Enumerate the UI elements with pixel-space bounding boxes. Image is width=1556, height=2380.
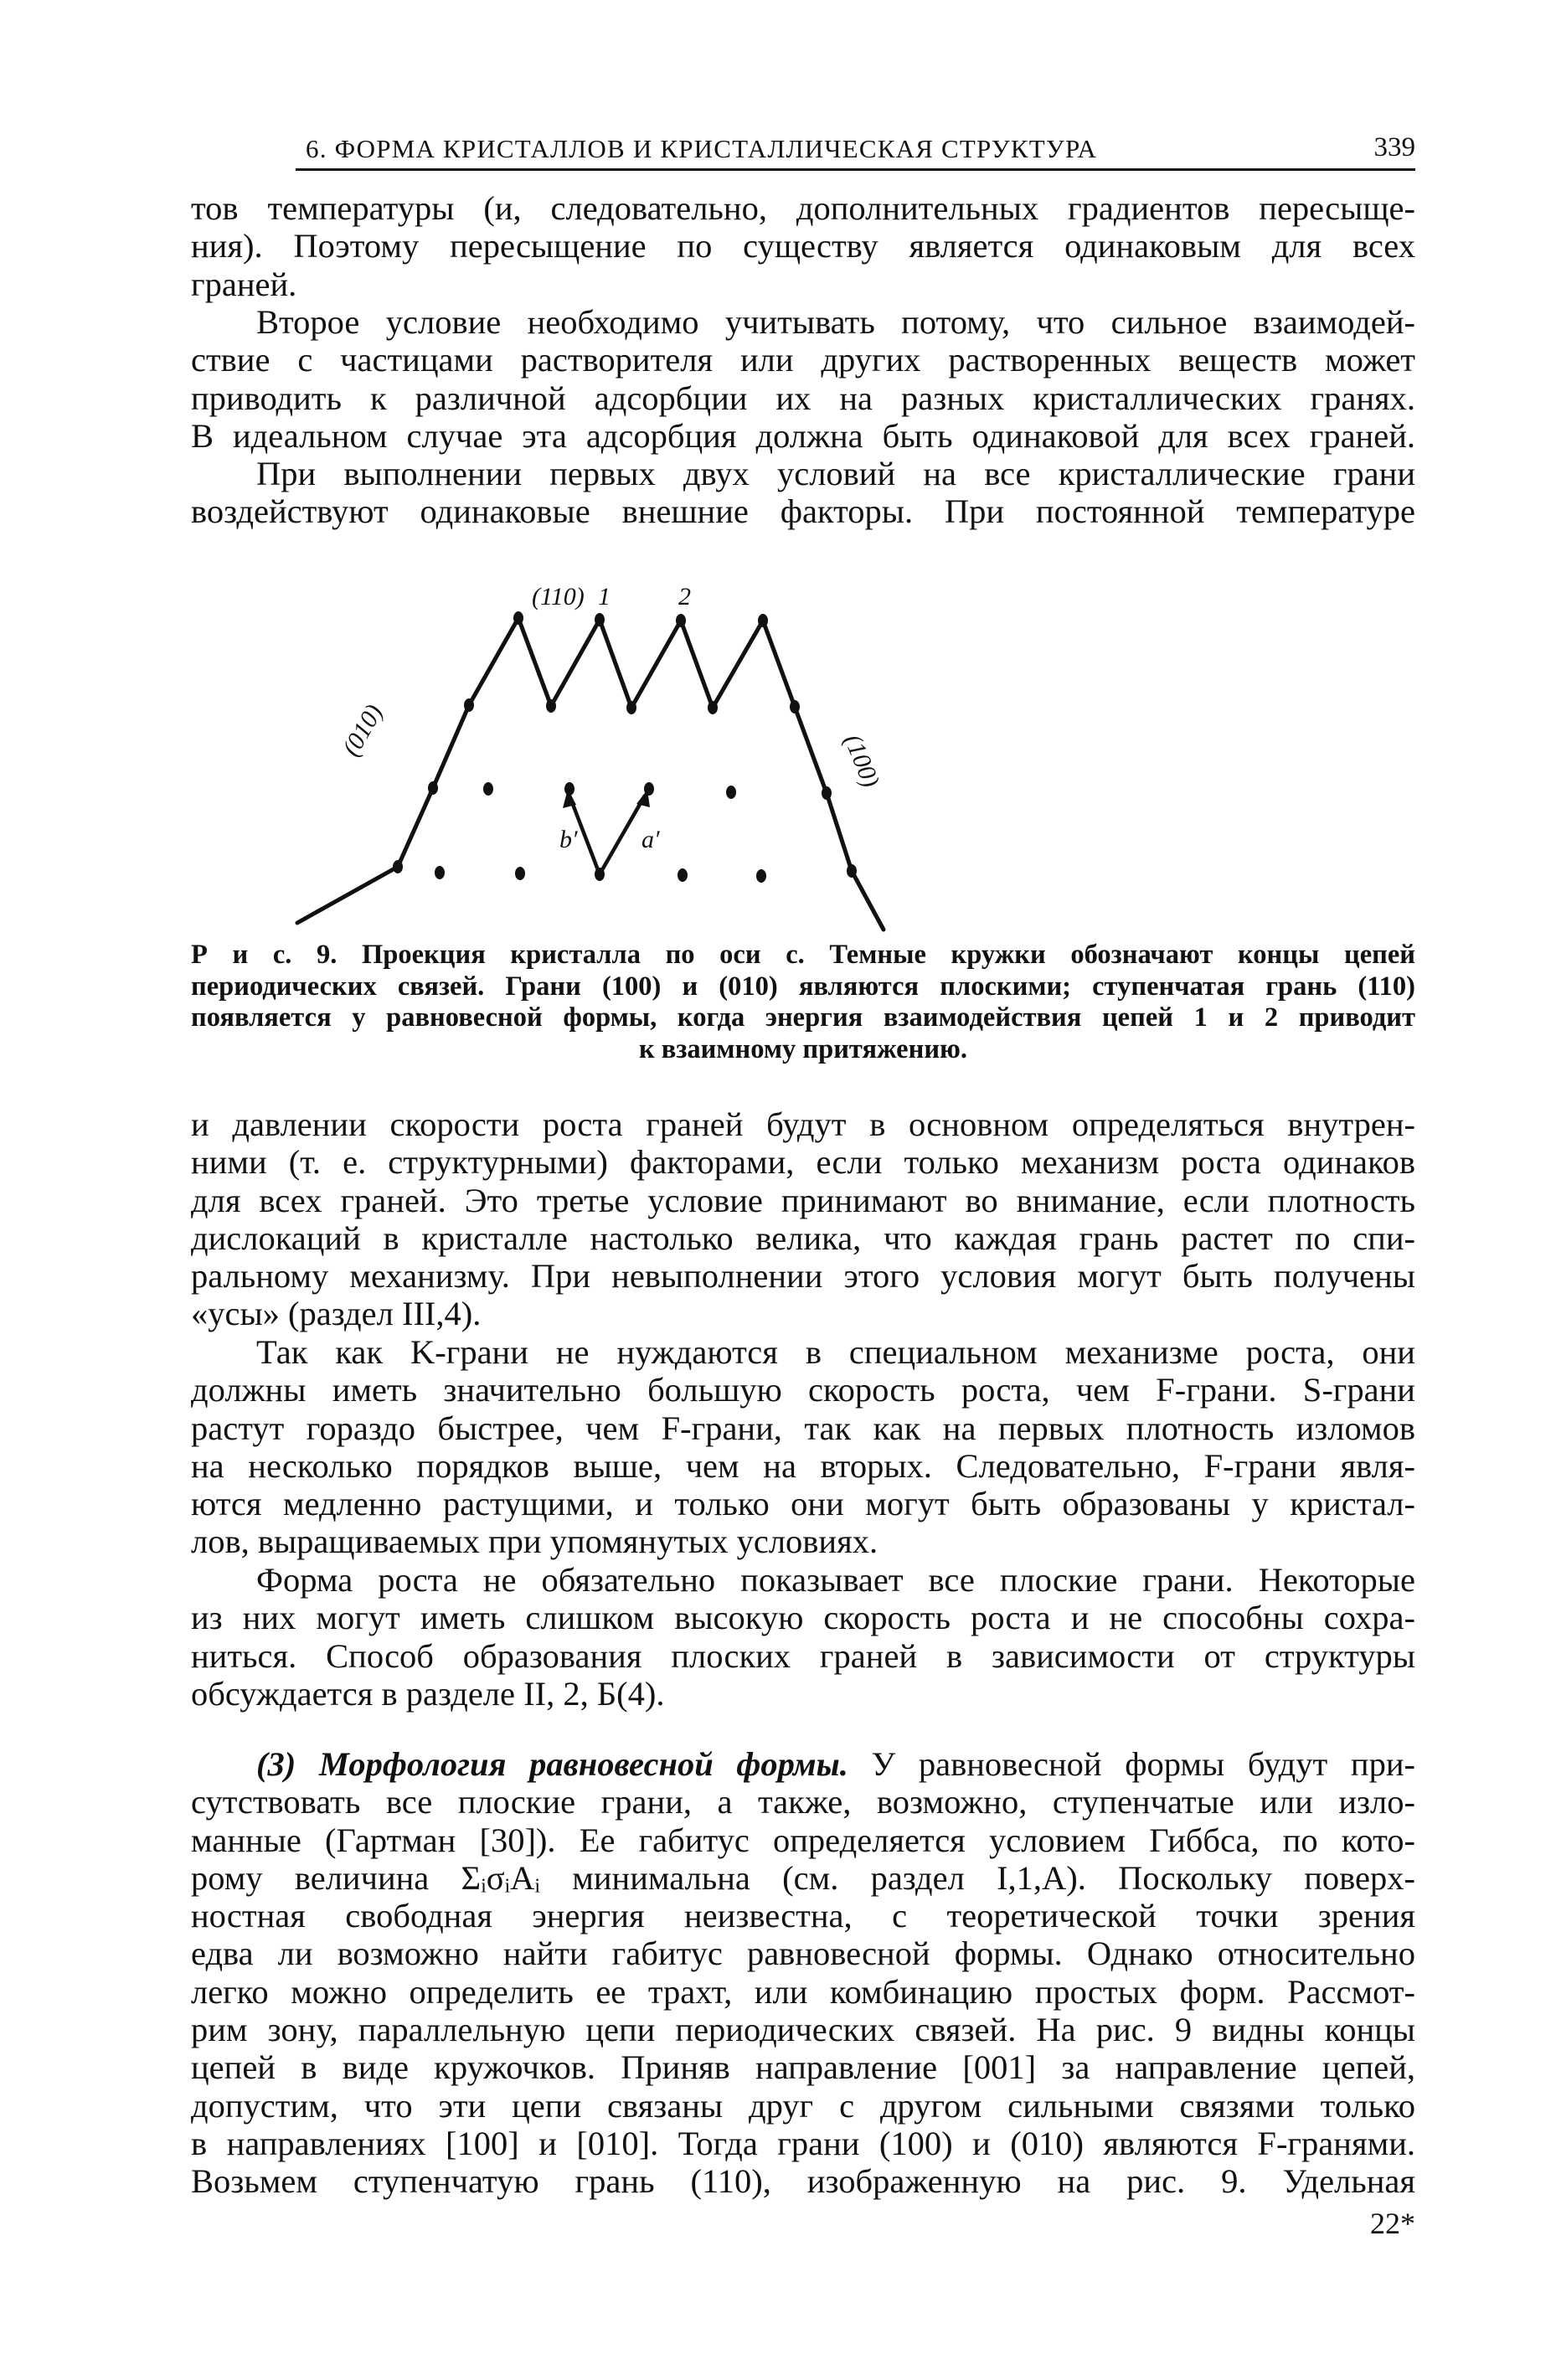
- text-line: рим зону, параллельную цепи периодических связей. На рис. 9 видны концы: [191, 2011, 1415, 2049]
- section-heading: (3) Морфология равновесной формы.: [256, 1745, 848, 1783]
- signature-mark: 22*: [1370, 2207, 1415, 2240]
- text-line: лов, выращиваемых при упомянутых условиях.: [191, 1522, 878, 1561]
- paragraph-internal-factors: [191, 1105, 1415, 1333]
- caption-line: к взаимному притяжению.: [638, 1033, 968, 1064]
- text-run: У равновесной формы будут при-: [871, 1745, 1415, 1783]
- text-line: манные (Гартман [30]). Ее габитус определяется условием Гиббса, по кото-: [191, 1821, 1415, 1859]
- label-face-110: (110): [532, 583, 585, 610]
- text-line: для всех граней. Это третье условие принимают во внимание, если плотность: [191, 1181, 1415, 1219]
- text-line: цепей в виде кружочков. Приняв направление [001] за направление цепей,: [191, 2048, 1415, 2087]
- figure-labels: [337, 583, 884, 853]
- text-line: [191, 1745, 1415, 1783]
- running-title: 6. ФОРМА КРИСТАЛЛОВ И КРИСТАЛЛИЧЕСКАЯ СТРУКТУРА: [306, 134, 1098, 163]
- chain-end-dots: [393, 611, 857, 883]
- text-line: в направлениях [100] и [010]. Тогда грани (100) и (010) являются F-гранями.: [191, 2124, 1415, 2162]
- text-line: Второе условие необходимо учитывать потому, что сильное взаимодей-: [256, 303, 1415, 341]
- text-line: Так как K-грани не нуждаются в специальном механизме роста, они: [256, 1333, 1415, 1371]
- text-line: на несколько порядков выше, чем на вторых. Следовательно, F-грани явля-: [191, 1446, 1415, 1485]
- text-line: ностная свободная энергия неизвестна, с теоретической точки зрения: [191, 1897, 1415, 1935]
- text-line: приводить к различной адсорбции их на разных кристаллических гранях.: [191, 379, 1415, 417]
- caption-line: появляется у равновесной формы, когда энергия взаимодействия цепей 1 и 2 приводит: [191, 1002, 1415, 1033]
- text-line: При выполнении первых двух условий на все кристаллические грани: [256, 455, 1415, 492]
- text-line: и давлении скорости роста граней будут в основном определяться внутрен-: [191, 1105, 1415, 1143]
- text-line: Возьмем ступенчатую грань (110), изображенную на рис. 9. Удельная: [191, 2162, 1415, 2201]
- label-face-010: (010): [337, 699, 389, 761]
- text-line: должны иметь значительно большую скорость роста, чем F-грани. S-грани: [191, 1371, 1415, 1409]
- text-line: воздействуют одинаковые внешние факторы. При постоянной температуре: [191, 492, 1415, 531]
- text-line: сутствовать все плоские грани, а также, возможно, ступенчатые или изло-: [191, 1783, 1415, 1821]
- page-number: 339: [1373, 132, 1415, 162]
- text-line: дислокаций в кристалле настолько велика, что каждая грань растет по спи-: [191, 1218, 1415, 1257]
- text-line: ральному механизму. При невыполнении этого условия могут быть получены: [191, 1257, 1415, 1296]
- text-line: обсуждается в разделе II, 2, Б(4).: [191, 1674, 665, 1713]
- lattice-vectors: [569, 796, 645, 874]
- caption-line: периодических связей. Грани (100) и (010) являются плоскими; ступенчатая грань (110): [191, 971, 1415, 1002]
- text-line: ниться. Способ образования плоских граней в зависимости от структуры: [191, 1636, 1415, 1675]
- label-vector-b: b′: [559, 826, 578, 853]
- paragraph-external-factors: [191, 455, 1415, 531]
- text-line: легко можно определить ее трахт, или комбинацию простых форм. Рассмот-: [191, 1972, 1415, 2011]
- label-face-100: (100): [838, 730, 885, 791]
- paragraph-continuation: [191, 189, 1415, 303]
- text-line: «усы» (раздел III,4).: [191, 1295, 482, 1333]
- text-line: растут гораздо быстрее, чем F-грани, так как на первых плотность изломов: [191, 1409, 1415, 1447]
- figure-9-crystal-projection: [276, 569, 1198, 938]
- paragraph-second-condition: [191, 303, 1415, 455]
- label-chain-2: 2: [678, 583, 691, 610]
- label-chain-1: 1: [598, 583, 611, 610]
- text-line: Форма роста не обязательно показывает все плоские грани. Некоторые: [256, 1561, 1415, 1599]
- text-line: едва ли возможно найти габитус равновесной формы. Однако относительно: [191, 1934, 1415, 1973]
- section-equilibrium-morphology: [191, 1745, 1415, 2201]
- text-line: ния). Поэтому пересыщение по существу является одинаковым для всех: [191, 227, 1415, 265]
- text-line: допустим, что эти цепи связаны друг с другом сильными связями только: [191, 2086, 1415, 2125]
- text-line: ствие с частицами растворителя или других растворенных веществ может: [191, 341, 1415, 379]
- running-head: [297, 131, 1415, 171]
- header-rule: [296, 168, 1415, 171]
- text-line: из них могут иметь слишком высокую скорость роста и не способны сохра-: [191, 1599, 1415, 1637]
- text-line: граней.: [191, 265, 297, 303]
- paragraph-k-faces: [191, 1333, 1415, 1561]
- text-line: ются медленно растущими, и только они могут быть образованы у кристал-: [191, 1485, 1415, 1523]
- text-line: тов температуры (и, следовательно, дополнительных градиентов пересыще-: [191, 189, 1415, 227]
- paragraph-growth-form: [191, 1561, 1415, 1713]
- text-line: В идеальном случае эта адсорбция должна быть одинаковой для всех граней.: [191, 416, 1415, 455]
- crystal-outline: [297, 618, 884, 930]
- text-line: рому величина ΣᵢσᵢAᵢ минимальна (см. раздел I,1,A). Поскольку поверх-: [191, 1858, 1415, 1897]
- caption-line: Р и с. 9. Проекция кристалла по оси c. Темные кружки обозначают концы цепей: [191, 940, 1415, 970]
- text-line: ними (т. е. структурными) факторами, если только механизм роста одинаков: [191, 1143, 1415, 1182]
- label-vector-a: a′: [641, 826, 660, 853]
- figure-caption: [191, 940, 1415, 1065]
- arrowheads: [563, 789, 650, 808]
